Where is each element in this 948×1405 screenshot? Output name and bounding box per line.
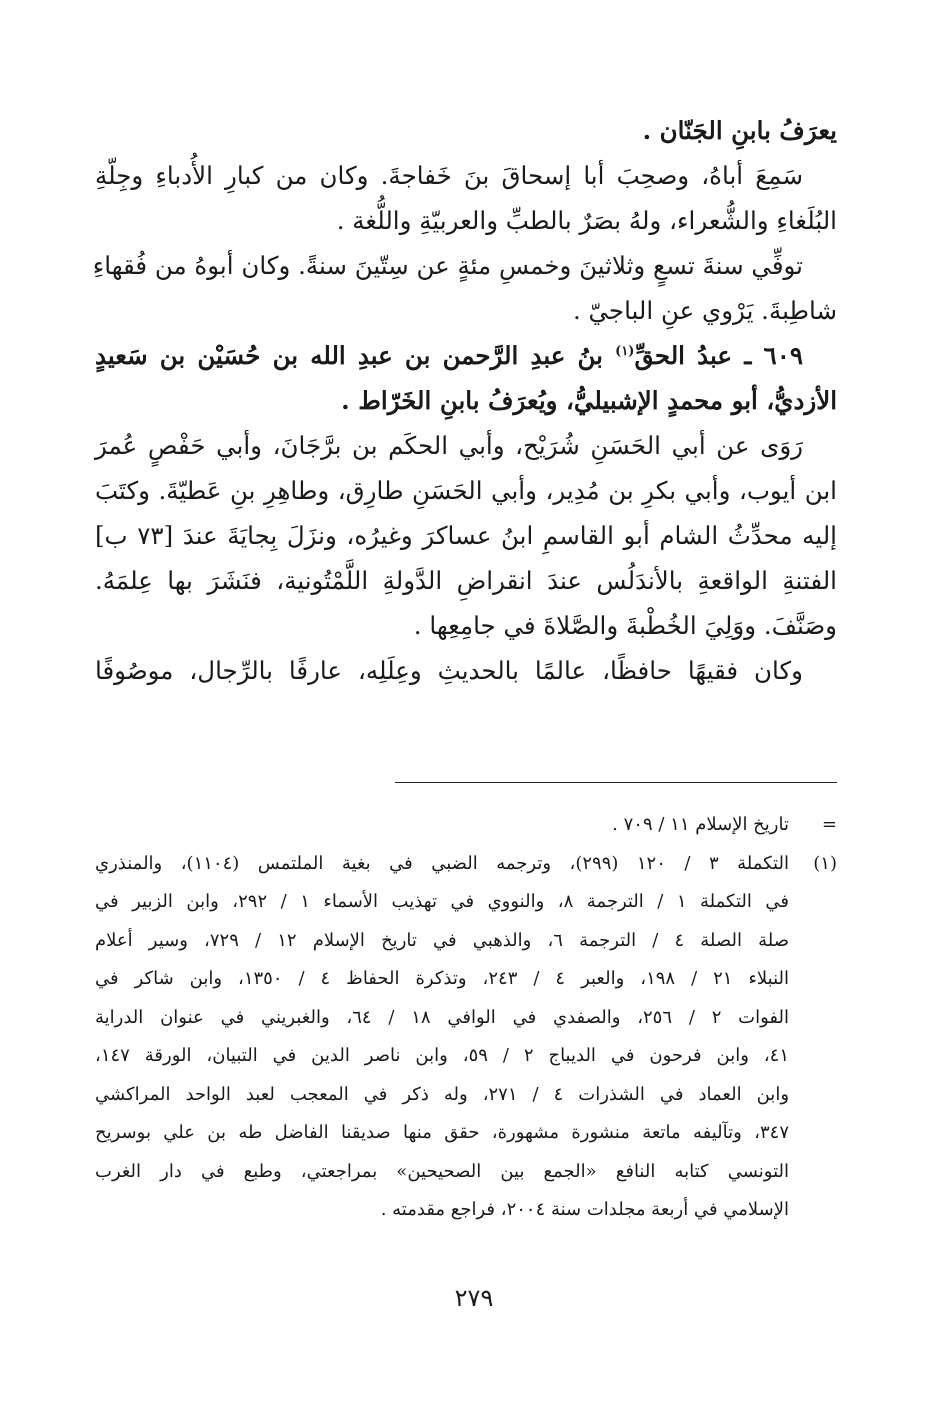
text-line: الفتنةِ الواقعةِ بالأندَلُس عندَ انقراضِ الدَّولةِ اللَّمْتُونية، فنَشَرَ بها عِلمَهُ. (95, 566, 837, 595)
paragraph (95, 423, 837, 648)
text-line (95, 333, 837, 378)
text-line: وصَنَّفَ. ووَلِيَ الخُطْبةَ والصَّلاةَ في جامِعِها . (413, 611, 837, 640)
footnote-line: ٤١، وابن فرحون في الديباج ٢ / ٥٩، وابن ناصر الدين في التبيان، الورقة ١٤٧، (95, 1045, 789, 1066)
footnote-separator (395, 782, 837, 783)
paragraph (95, 648, 837, 693)
footnote-line: وابن العماد في الشذرات ٤ / ٢٧١، وله ذكر في المعجب لعبد الواحد المراكشي (95, 1083, 790, 1105)
text-line: رَوَى عن أبي الحَسَنِ شُرَيْح، وأبي الحكَم بن برَّجَانَ، وأبي حَفْصٍ عُمرَ (95, 431, 803, 460)
text-line: البُلَغاءِ والشُّعراء، ولهُ بصَرٌ بالطبِّ والعربيّةِ واللُّغة . (336, 206, 837, 235)
text-line: الأزديُّ، أبو محمدٍ الإشبيليُّ، ويُعرَفُ بابنِ الخَرّاط . (341, 386, 837, 415)
main-text-block (92, 108, 837, 693)
text-line: وكان فقيهًا حافظًا، عالمًا بالحديثِ وعِلَلِه، عارفًا بالرِّجال، موصُوفًا (95, 656, 803, 685)
text-line: إليه محدِّثُ الشام أبو القاسمِ ابنُ عساكرَ وغيرُه، ونزَلَ بِجايَةَ عندَ [٧٣ ب] (95, 521, 837, 550)
text-line: شاطِبةَ. يَرْوي عنِ الباجيّ . (572, 296, 837, 325)
text-line: يعرَفُ بابنِ الجَنّان . (642, 116, 837, 145)
footnote-marker: = (821, 814, 837, 835)
page-number: ٢٧٩ (454, 1284, 494, 1312)
footnote-line: صلة الصلة ٤ / الترجمة ٦، والذهبي في تاريخ الإسلام ١٢ / ٧٢٩، وسير أعلام (95, 929, 789, 951)
text-line: توفِّي سنةَ تسعٍ وثلاثينَ وخمسِ مئةٍ عن سِتّينَ سنةً. وكان أبوهُ من فُقهاءِ (92, 251, 803, 280)
previous-entry-ending (95, 108, 837, 153)
text-line: ابن أيوب، وأبي بكرِ بن مُدِير، وأبي الحَسَنِ طارِق، وطاهِرِ بنِ عَطيّةَ. وكتَبَ (95, 476, 837, 505)
entry-lineage: بنُ عبدِ الرَّحمن بن عبدِ الله بن حُسَيْن بن سَعيدٍ (95, 341, 603, 370)
footnote-line: تاريخ الإسلام ١١ / ٧٠٩ . (612, 814, 789, 835)
footnote-reference: (١) (615, 343, 635, 359)
entry-name: عبدُ الحقِّ (634, 341, 733, 370)
footnote-1 (95, 845, 837, 1230)
entry-heading (95, 333, 837, 423)
footnote-line: الفوات ٢ / ٢٥٦، والصفدي في الوافي ١٨ / ٦٤، والغبريني في عنوان الدراية (95, 1006, 789, 1028)
footnote-line: ٣٤٧، وتآليفه ماتعة منشورة مشهورة، حقق منها صديقنا الفاضل طه بن علي بوسريح (95, 1122, 789, 1143)
entry-number: ٦٠٩ ـ (744, 341, 804, 370)
footnote-continuation (95, 806, 837, 845)
paragraph (92, 243, 837, 333)
footnote-marker: (١) (813, 852, 837, 874)
footnote-line: الإسلامي في أربعة مجلدات سنة ٢٠٠٤، فراجع مقدمته . (380, 1199, 789, 1220)
footnotes-block (95, 806, 837, 1230)
footnote-line: في التكملة ١ / الترجمة ٨، والنووي في تهذيب الأسماء ١ / ٢٩٢، وابن الزبير في (95, 891, 790, 912)
footnote-line: التونسي كتابه النافع «الجمع بين الصحيحين» بمراجعتي، وطبع في دار الغرب (95, 1160, 789, 1182)
text-line: سَمِعَ أباهُ، وصحِبَ أبا إسحاقَ بنَ خَفاجةَ. وكان من كبارِ الأُدباءِ وجِلّةِ (95, 161, 803, 190)
paragraph (95, 153, 837, 243)
footnote-line: النبلاء ٢١ / ١٩٨، والعبر ٤ / ٢٤٣، وتذكرة الحفاظ ٤ / ١٣٥٠، وابن شاكر في (95, 968, 790, 989)
footnote-line: التكملة ٣ / ١٢٠ (٢٩٩)، وترجمه الضبي في بغية الملتمس (١١٠٤)، والمنذري (95, 852, 789, 874)
